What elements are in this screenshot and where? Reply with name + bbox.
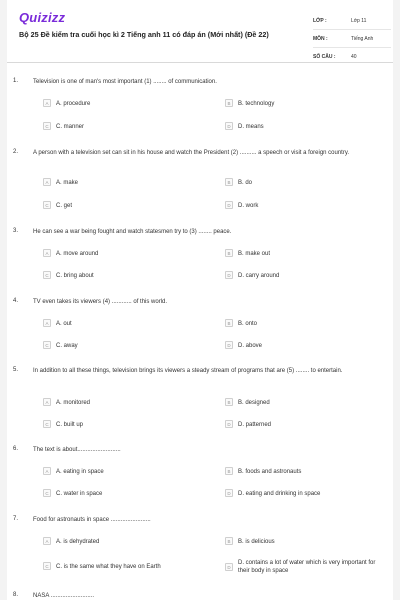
meta-label: MÔN :: [313, 35, 328, 42]
option-letter-box: B: [225, 398, 233, 406]
option-c[interactable]: [43, 202, 72, 210]
option-b[interactable]: [225, 399, 270, 407]
question-number: 6.: [13, 446, 19, 452]
option-letter-box: A: [43, 99, 51, 107]
question-text: The text is about..........................: [33, 447, 121, 453]
meta-label: SỐ CÂU :: [313, 53, 336, 60]
worksheet-title: Bộ 25 Đề kiểm tra cuối học kì 2 Tiếng anh 11 có đáp án (Mới nhất) (Đề 22): [19, 30, 269, 39]
option-text: D. work: [238, 203, 259, 209]
option-a[interactable]: [43, 100, 90, 108]
question-number: 4.: [13, 298, 19, 304]
option-text: A. out: [56, 321, 72, 327]
option-text: D. eating and drinking in space: [238, 491, 321, 497]
option-a[interactable]: [43, 468, 104, 476]
worksheet-page: [7, 0, 393, 600]
question-text: Television is one of man's most important (1) ........ of communication.: [33, 79, 217, 85]
option-text: C. bring about: [56, 273, 94, 279]
option-letter-box: B: [225, 249, 233, 257]
worksheet-header: [7, 0, 393, 63]
option-letter-box: C: [43, 489, 51, 497]
question-text: A person with a television set can sit in his house and watch the President (2) .......... a speech or visit a foreign country.: [33, 150, 350, 156]
option-b[interactable]: [225, 538, 275, 546]
worksheet-meta: [313, 12, 391, 65]
option-d[interactable]: [225, 123, 264, 131]
option-letter-box: D: [225, 563, 233, 571]
option-letter-box: A: [43, 467, 51, 475]
meta-value: 40: [351, 53, 357, 60]
option-text: D. above: [238, 343, 263, 349]
meta-row-subject: [313, 30, 391, 48]
option-text: D. patterned: [238, 422, 272, 428]
option-text: B. make out: [238, 251, 271, 257]
option-text: D. contains a lot of water which is very important for their body in space: [238, 560, 376, 574]
option-a[interactable]: [43, 250, 98, 258]
option-letter-box: C: [43, 122, 51, 130]
question-number: 7.: [13, 516, 19, 522]
option-letter-box: D: [225, 420, 233, 428]
meta-row-count: [313, 48, 391, 65]
option-text: A. make: [56, 180, 79, 186]
option-d[interactable]: [225, 559, 385, 575]
option-letter-box: A: [43, 319, 51, 327]
option-letter-box: B: [225, 99, 233, 107]
question-text: In addition to all these things, television brings its viewers a steady stream of programs that are (5) ........ to entertain.: [33, 368, 343, 374]
option-letter-box: A: [43, 398, 51, 406]
option-letter-box: D: [225, 271, 233, 279]
option-letter-box: A: [43, 537, 51, 545]
question-number: 3.: [13, 228, 19, 234]
option-text: B. onto: [238, 321, 258, 327]
question-number: 8.: [13, 592, 19, 598]
option-text: A. is dehydrated: [56, 539, 100, 545]
meta-value: Lớp 11: [351, 17, 367, 24]
option-text: B. technology: [238, 101, 275, 107]
option-c[interactable]: [43, 490, 102, 498]
option-text: D. means: [238, 124, 264, 130]
option-b[interactable]: [225, 100, 274, 108]
option-text: C. water in space: [56, 491, 103, 497]
option-letter-box: D: [225, 201, 233, 209]
option-text: A. move around: [56, 251, 99, 257]
option-letter-box: A: [43, 178, 51, 186]
option-d[interactable]: [225, 490, 320, 498]
question-number: 2.: [13, 149, 19, 155]
option-c[interactable]: [43, 421, 83, 429]
option-d[interactable]: [225, 272, 279, 280]
option-c[interactable]: [43, 272, 94, 280]
option-d[interactable]: [225, 421, 271, 429]
option-text: B. designed: [238, 400, 270, 406]
option-text: A. eating in space: [56, 469, 104, 475]
option-letter-box: B: [225, 319, 233, 327]
option-letter-box: C: [43, 271, 51, 279]
option-text: C. get: [56, 203, 73, 209]
option-letter-box: D: [225, 122, 233, 130]
option-text: B. foods and astronauts: [238, 469, 302, 475]
question-text: TV even takes its viewers (4) ............ of this world.: [33, 299, 168, 305]
option-letter-box: A: [43, 249, 51, 257]
option-letter-box: C: [43, 201, 51, 209]
option-letter-box: B: [225, 467, 233, 475]
option-text: C. away: [56, 343, 78, 349]
meta-value: Tiếng Anh: [351, 35, 374, 42]
option-d[interactable]: [225, 342, 262, 350]
option-text: A. monitored: [56, 400, 91, 406]
option-d[interactable]: [225, 202, 258, 210]
question-text: Food for astronauts in space ........................: [33, 517, 151, 523]
option-b[interactable]: [225, 468, 301, 476]
option-letter-box: D: [225, 341, 233, 349]
option-c[interactable]: [43, 342, 78, 350]
option-c[interactable]: [43, 123, 84, 131]
option-text: B. do: [238, 180, 253, 186]
option-a[interactable]: [43, 179, 78, 187]
meta-row-class: [313, 12, 391, 30]
option-text: D. carry around: [238, 273, 280, 279]
option-b[interactable]: [225, 320, 257, 328]
option-letter-box: C: [43, 562, 51, 570]
option-text: C. is the same what they have on Earth: [56, 564, 161, 570]
question-number: 1.: [13, 78, 19, 84]
option-letter-box: B: [225, 178, 233, 186]
option-a[interactable]: [43, 320, 72, 328]
question-text: NASA ..........................: [33, 593, 95, 599]
quizizz-logo: Quizizz: [19, 10, 66, 25]
option-c[interactable]: [43, 563, 161, 571]
question-text: He can see a war being fought and watch statesmen try to (3) ........ peace.: [33, 229, 232, 235]
option-text: C. built up: [56, 422, 84, 428]
option-b[interactable]: [225, 250, 270, 258]
option-letter-box: D: [225, 489, 233, 497]
option-text: A. procedure: [56, 101, 91, 107]
option-a[interactable]: [43, 538, 99, 546]
option-b[interactable]: [225, 179, 252, 187]
question-number: 5.: [13, 367, 19, 373]
meta-label: LỚP :: [313, 17, 327, 24]
option-text: C. manner: [56, 124, 85, 130]
option-a[interactable]: [43, 399, 90, 407]
option-letter-box: C: [43, 341, 51, 349]
option-letter-box: B: [225, 537, 233, 545]
option-letter-box: C: [43, 420, 51, 428]
option-text: B. is delicious: [238, 539, 275, 545]
